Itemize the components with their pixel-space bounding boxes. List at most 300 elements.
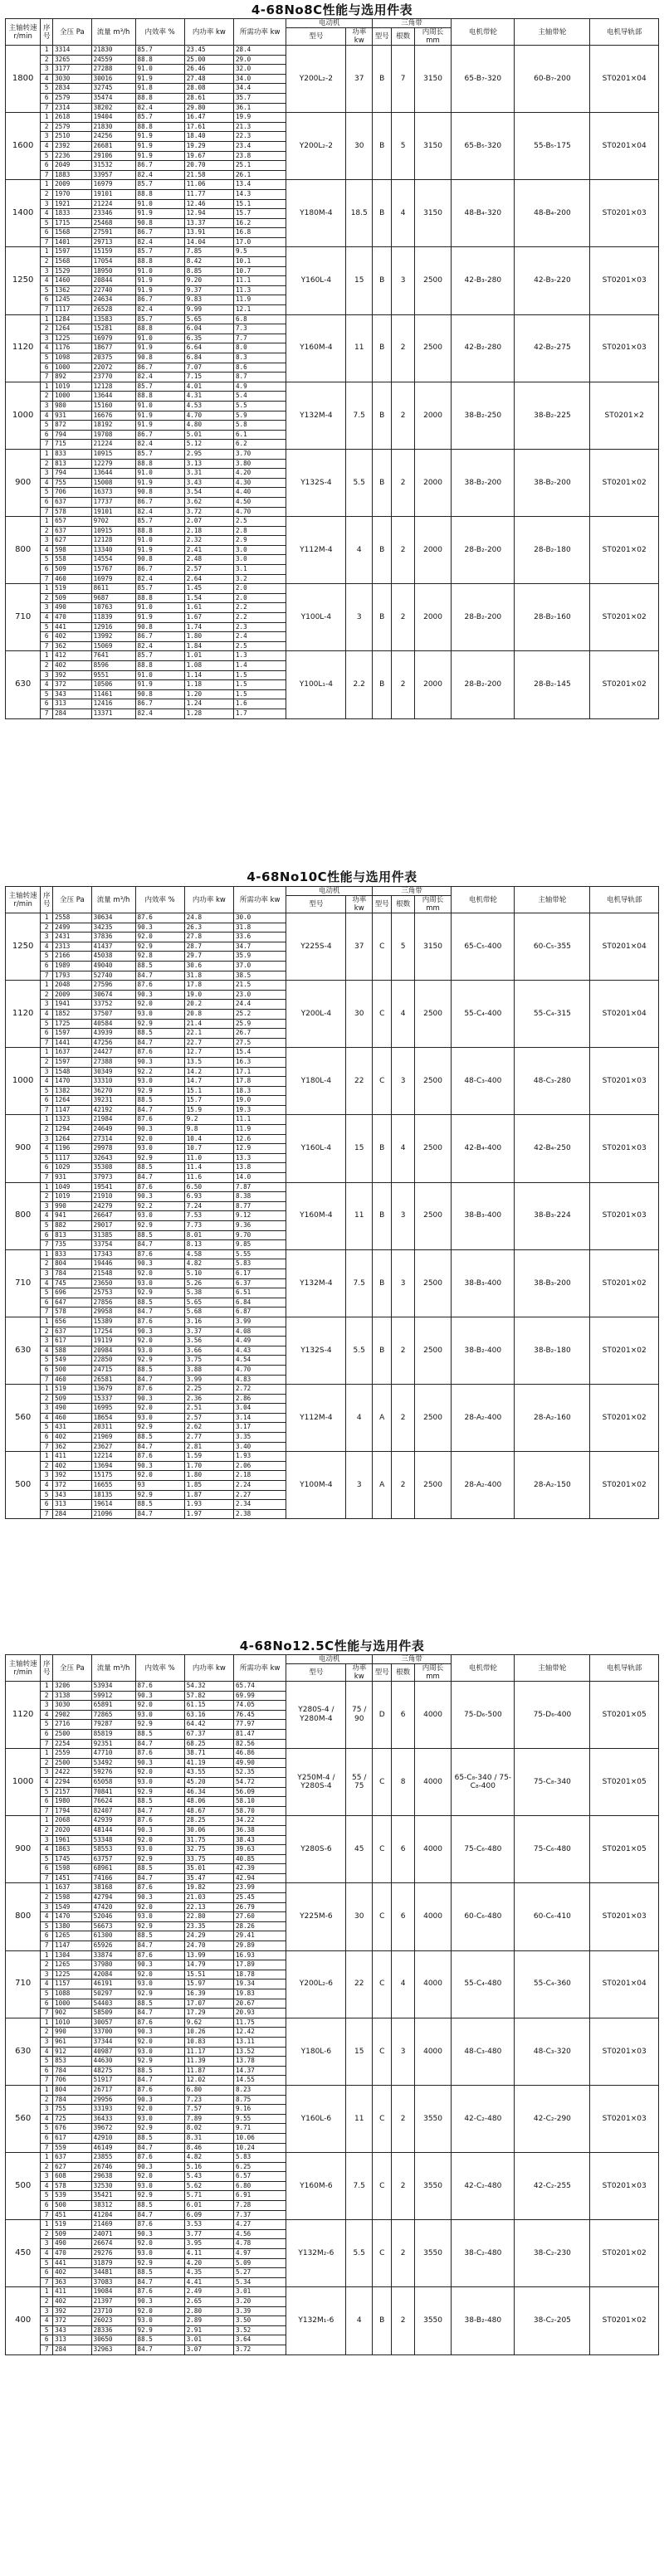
motor-power-cell: 4 <box>346 1385 373 1452</box>
pressure-cell: 608 <box>53 2172 92 2182</box>
seq-cell: 6 <box>41 1864 53 1874</box>
pressure-cell: 431 <box>53 1423 92 1433</box>
flow-cell: 15337 <box>91 1394 135 1404</box>
flow-cell: 33754 <box>91 1240 135 1250</box>
seq-cell: 7 <box>41 1240 53 1250</box>
efficiency-cell: 90.3 <box>135 1893 184 1903</box>
efficiency-cell: 88.5 <box>135 1999 184 2009</box>
efficiency-cell: 91.9 <box>135 141 184 151</box>
pressure-cell: 1225 <box>53 334 92 343</box>
seq-cell: 4 <box>41 276 53 286</box>
efficiency-cell: 93.0 <box>135 2114 184 2124</box>
pressure-cell: 1961 <box>53 1835 92 1845</box>
pressure-cell: 755 <box>53 2105 92 2115</box>
fan-pulley-cell: 60-C₅-355 <box>515 913 590 981</box>
seq-cell: 7 <box>41 1442 53 1452</box>
efficiency-cell: 85.7 <box>135 382 184 392</box>
seq-cell: 4 <box>41 1481 53 1491</box>
internal-power-cell: 29.80 <box>184 103 233 113</box>
speed-cell: 1250 <box>6 247 41 314</box>
seq-cell: 1 <box>41 1950 53 1960</box>
pressure-cell: 1989 <box>53 961 92 971</box>
efficiency-cell: 87.6 <box>135 1950 184 1960</box>
pressure-cell: 392 <box>53 1471 92 1481</box>
motor-power-cell: 45 <box>346 1816 373 1883</box>
efficiency-cell: 92.0 <box>135 2306 184 2316</box>
flow-cell: 29958 <box>91 1307 135 1317</box>
fan-pulley-cell: 38-C₂-230 <box>515 2220 590 2287</box>
belt-type-cell: B <box>373 247 392 314</box>
efficiency-cell: 86.7 <box>135 430 184 440</box>
required-power-cell: 15.7 <box>233 209 286 219</box>
seq-cell: 5 <box>41 1423 53 1433</box>
pressure-cell: 1470 <box>53 1912 92 1922</box>
internal-power-cell: 11.4 <box>184 1163 233 1173</box>
efficiency-cell: 84.7 <box>135 971 184 981</box>
seq-cell: 4 <box>41 613 53 623</box>
internal-power-cell: 32.75 <box>184 1845 233 1855</box>
seq-cell: 4 <box>41 1278 53 1288</box>
required-power-cell: 23.8 <box>233 151 286 161</box>
seq-cell: 1 <box>41 651 53 661</box>
seq-cell: 3 <box>41 334 53 343</box>
required-power-cell: 40.85 <box>233 1854 286 1864</box>
header-ipow: 内功率 kw <box>184 1655 233 1682</box>
internal-power-cell: 9.99 <box>184 305 233 315</box>
flow-cell: 24279 <box>91 1201 135 1211</box>
performance-table <box>5 886 659 1519</box>
pressure-cell: 1265 <box>53 1960 92 1970</box>
flow-cell: 92351 <box>91 1739 135 1749</box>
seq-cell: 6 <box>41 1298 53 1307</box>
required-power-cell: 2.4 <box>233 632 286 642</box>
header-motor-model: 型号 <box>286 1664 346 1682</box>
seq-cell: 7 <box>41 1509 53 1519</box>
table-title: 4-68No12.5C性能与选用件表 <box>239 1639 425 1653</box>
flow-cell: 44630 <box>91 2057 135 2067</box>
belt-count-cell: 2 <box>392 382 415 449</box>
pressure-cell: 3138 <box>53 1691 92 1701</box>
required-power-cell: 28.26 <box>233 1921 286 1931</box>
belt-length-cell: 2500 <box>414 1115 451 1182</box>
internal-power-cell: 2.49 <box>184 2287 233 2297</box>
belt-type-cell: B <box>373 517 392 584</box>
motor-pulley-cell: 55-C₄-400 <box>452 981 515 1048</box>
required-power-cell: 2.24 <box>233 1481 286 1491</box>
internal-power-cell: 6.09 <box>184 2210 233 2220</box>
efficiency-cell: 91.8 <box>135 84 184 94</box>
seq-cell: 5 <box>41 2057 53 2067</box>
pressure-cell: 3206 <box>53 1682 92 1692</box>
motor-power-cell: 15 <box>346 2018 373 2085</box>
belt-length-cell: 3550 <box>414 2287 451 2354</box>
required-power-cell: 58.70 <box>233 1806 286 1816</box>
belt-length-cell: 2500 <box>414 314 451 382</box>
efficiency-cell: 84.7 <box>135 1509 184 1519</box>
motor-power-cell: 15 <box>346 1115 373 1182</box>
flow-cell: 21548 <box>91 1269 135 1278</box>
header-row <box>6 887 659 896</box>
efficiency-cell: 82.4 <box>135 170 184 180</box>
flow-cell: 35308 <box>91 1163 135 1173</box>
fan-pulley-cell: 42-B₂-275 <box>515 314 590 382</box>
internal-power-cell: 1.24 <box>184 699 233 709</box>
internal-power-cell: 8.46 <box>184 2143 233 2153</box>
internal-power-cell: 3.77 <box>184 2229 233 2239</box>
internal-power-cell: 2.18 <box>184 526 233 536</box>
table-row <box>6 2085 659 2095</box>
belt-count-cell: 2 <box>392 2153 415 2220</box>
flow-cell: 24634 <box>91 295 135 305</box>
header-belt: 三角带 <box>373 887 452 896</box>
flow-cell: 23855 <box>91 2153 135 2163</box>
efficiency-cell: 90.3 <box>135 1192 184 1202</box>
rail-cell: ST0201×02 <box>590 2220 659 2287</box>
internal-power-cell: 2.95 <box>184 449 233 459</box>
table-row <box>6 2287 659 2297</box>
header-row <box>6 1655 659 1664</box>
efficiency-cell: 90.3 <box>135 1394 184 1404</box>
table-row <box>6 2153 659 2163</box>
pressure-cell: 2422 <box>53 1768 92 1778</box>
seq-cell: 2 <box>41 2229 53 2239</box>
efficiency-cell: 88.5 <box>135 2133 184 2143</box>
pressure-cell: 647 <box>53 1298 92 1307</box>
pressure-cell: 2510 <box>53 132 92 142</box>
internal-power-cell: 48.67 <box>184 1806 233 1816</box>
header-flow: 流量 m³/h <box>91 19 135 46</box>
belt-count-cell: 2 <box>392 1317 415 1384</box>
belt-length-cell: 4000 <box>414 1883 451 1950</box>
efficiency-cell: 84.7 <box>135 1873 184 1883</box>
internal-power-cell: 1.87 <box>184 1490 233 1500</box>
internal-power-cell: 1.93 <box>184 1500 233 1510</box>
internal-power-cell: 2.62 <box>184 1423 233 1433</box>
efficiency-cell: 88.5 <box>135 1163 184 1173</box>
efficiency-cell: 91.9 <box>135 613 184 623</box>
table-row <box>6 981 659 991</box>
flow-cell: 29276 <box>91 2249 135 2259</box>
required-power-cell: 35.7 <box>233 93 286 103</box>
efficiency-cell: 90.3 <box>135 2229 184 2239</box>
required-power-cell: 3.17 <box>233 1423 286 1433</box>
seq-cell: 2 <box>41 990 53 1000</box>
required-power-cell: 6.51 <box>233 1288 286 1298</box>
efficiency-cell: 86.7 <box>135 565 184 575</box>
header-fan-pulley: 主轴带轮 <box>515 19 590 46</box>
internal-power-cell: 8.85 <box>184 266 233 276</box>
speed-cell: 630 <box>6 1317 41 1384</box>
pressure-cell: 1568 <box>53 228 92 238</box>
pressure-cell: 813 <box>53 1230 92 1240</box>
speed-cell: 630 <box>6 651 41 718</box>
seq-cell: 2 <box>41 122 53 132</box>
pressure-cell: 343 <box>53 2325 92 2335</box>
required-power-cell: 2.0 <box>233 593 286 603</box>
pressure-cell: 2618 <box>53 113 92 123</box>
table-row <box>6 913 659 923</box>
belt-type-cell: B <box>373 1249 392 1317</box>
flow-cell: 50297 <box>91 1989 135 1999</box>
internal-power-cell: 6.80 <box>184 2085 233 2095</box>
belt-type-cell: B <box>373 584 392 651</box>
pressure-cell: 745 <box>53 1278 92 1288</box>
required-power-cell: 3.0 <box>233 545 286 555</box>
efficiency-cell: 85.7 <box>135 449 184 459</box>
seq-cell: 5 <box>41 1854 53 1864</box>
speed-cell: 1120 <box>6 981 41 1048</box>
seq-cell: 6 <box>41 1365 53 1375</box>
internal-power-cell: 9.37 <box>184 285 233 295</box>
pressure-cell: 509 <box>53 593 92 603</box>
flow-cell: 24649 <box>91 1125 135 1135</box>
internal-power-cell: 2.77 <box>184 1433 233 1443</box>
efficiency-cell: 91.9 <box>135 132 184 142</box>
required-power-cell: 2.38 <box>233 1509 286 1519</box>
flow-cell: 18950 <box>91 266 135 276</box>
fan-table-no8c <box>5 2 659 719</box>
efficiency-cell: 93.0 <box>135 2249 184 2259</box>
flow-cell: 12128 <box>91 536 135 546</box>
efficiency-cell: 85.7 <box>135 113 184 123</box>
required-power-cell: 9.71 <box>233 2124 286 2134</box>
seq-cell: 6 <box>41 1999 53 2009</box>
seq-cell: 4 <box>41 1211 53 1221</box>
belt-count-cell: 3 <box>392 1182 415 1249</box>
speed-cell: 800 <box>6 1883 41 1950</box>
internal-power-cell: 64.42 <box>184 1720 233 1730</box>
header-belt: 三角带 <box>373 1655 452 1664</box>
seq-cell: 3 <box>41 2306 53 2316</box>
pressure-cell: 1294 <box>53 1125 92 1135</box>
motor-pulley-cell: 48-B₄-320 <box>452 180 515 247</box>
efficiency-cell: 88.5 <box>135 2201 184 2211</box>
seq-cell: 4 <box>41 141 53 151</box>
flow-cell: 46191 <box>91 1979 135 1989</box>
efficiency-cell: 87.6 <box>135 2153 184 2163</box>
flow-cell: 31879 <box>91 2258 135 2268</box>
efficiency-cell: 90.3 <box>135 1691 184 1701</box>
efficiency-cell: 91.9 <box>135 343 184 353</box>
belt-type-cell: B <box>373 314 392 382</box>
pressure-cell: 362 <box>53 1442 92 1452</box>
motor-model-cell: Y100L₁-4 <box>286 651 346 718</box>
seq-cell: 1 <box>41 1317 53 1327</box>
efficiency-cell: 88.8 <box>135 257 184 267</box>
required-power-cell: 38.43 <box>233 1835 286 1845</box>
seq-cell: 6 <box>41 497 53 507</box>
efficiency-cell: 84.7 <box>135 1173 184 1183</box>
required-power-cell: 54.72 <box>233 1777 286 1787</box>
flow-cell: 46149 <box>91 2143 135 2153</box>
required-power-cell: 9.55 <box>233 2114 286 2124</box>
efficiency-cell: 82.4 <box>135 440 184 450</box>
required-power-cell: 20.93 <box>233 2009 286 2018</box>
pressure-cell: 2716 <box>53 1720 92 1730</box>
header-belt-len: 内周长 mm <box>414 28 451 46</box>
seq-cell: 5 <box>41 2258 53 2268</box>
efficiency-cell: 93.0 <box>135 1211 184 1221</box>
flow-cell: 31532 <box>91 161 135 171</box>
motor-model-cell: Y180L-4 <box>286 1048 346 1115</box>
table-row <box>6 113 659 123</box>
pressure-cell: 990 <box>53 2028 92 2038</box>
pressure-cell: 1323 <box>53 1115 92 1125</box>
header-npow: 所需功率 kw <box>233 887 286 913</box>
required-power-cell: 10.24 <box>233 2143 286 2153</box>
internal-power-cell: 15.51 <box>184 1970 233 1979</box>
seq-cell: 3 <box>41 401 53 411</box>
table-header <box>6 887 659 913</box>
pressure-cell: 1549 <box>53 1902 92 1912</box>
efficiency-cell: 92.0 <box>135 1404 184 1414</box>
flow-cell: 21910 <box>91 1192 135 1202</box>
pressure-cell: 2009 <box>53 180 92 190</box>
pressure-cell: 3177 <box>53 65 92 75</box>
efficiency-cell: 88.5 <box>135 1500 184 1510</box>
required-power-cell: 5.09 <box>233 2258 286 2268</box>
flow-cell: 24427 <box>91 1048 135 1058</box>
efficiency-cell: 87.6 <box>135 1317 184 1327</box>
flow-cell: 28336 <box>91 2325 135 2335</box>
internal-power-cell: 28.61 <box>184 93 233 103</box>
internal-power-cell: 5.68 <box>184 1307 233 1317</box>
rail-cell: ST0201×04 <box>590 113 659 180</box>
seq-cell: 6 <box>41 2335 53 2345</box>
internal-power-cell: 2.48 <box>184 555 233 565</box>
required-power-cell: 6.87 <box>233 1307 286 1317</box>
belt-length-cell: 2500 <box>414 1048 451 1115</box>
required-power-cell: 8.7 <box>233 373 286 382</box>
required-power-cell: 5.55 <box>233 1249 286 1259</box>
required-power-cell: 19.0 <box>233 1096 286 1106</box>
flow-cell: 23346 <box>91 209 135 219</box>
required-power-cell: 56.09 <box>233 1787 286 1797</box>
seq-cell: 2 <box>41 593 53 603</box>
flow-cell: 33874 <box>91 1950 135 1960</box>
motor-pulley-cell: 38-B₃-400 <box>452 1249 515 1317</box>
flow-cell: 58553 <box>91 1845 135 1855</box>
internal-power-cell: 8.13 <box>184 1240 233 1250</box>
required-power-cell: 2.34 <box>233 1500 286 1510</box>
pressure-cell: 3030 <box>53 1701 92 1711</box>
belt-length-cell: 2000 <box>414 382 451 449</box>
pressure-cell: 2049 <box>53 161 92 171</box>
required-power-cell: 1.93 <box>233 1452 286 1462</box>
efficiency-cell: 90.3 <box>135 2162 184 2172</box>
seq-cell: 3 <box>41 266 53 276</box>
pressure-cell: 1548 <box>53 1067 92 1077</box>
flow-cell: 53934 <box>91 1682 135 1692</box>
header-motor-pulley: 电机带轮 <box>452 887 515 913</box>
speed-cell: 800 <box>6 1182 41 1249</box>
flow-cell: 76624 <box>91 1797 135 1807</box>
flow-cell: 65058 <box>91 1777 135 1787</box>
pressure-cell: 411 <box>53 1452 92 1462</box>
flow-cell: 47420 <box>91 1902 135 1912</box>
flow-cell: 53348 <box>91 1835 135 1845</box>
required-power-cell: 14.55 <box>233 2076 286 2086</box>
required-power-cell: 8.0 <box>233 343 286 353</box>
flow-cell: 12279 <box>91 459 135 469</box>
required-power-cell: 2.86 <box>233 1394 286 1404</box>
required-power-cell: 6.1 <box>233 430 286 440</box>
efficiency-cell: 90.3 <box>135 1960 184 1970</box>
required-power-cell: 6.37 <box>233 1278 286 1288</box>
efficiency-cell: 88.8 <box>135 593 184 603</box>
motor-power-cell: 75 / 90 <box>346 1682 373 1749</box>
header-eff: 内效率 % <box>135 887 184 913</box>
pressure-cell: 902 <box>53 2009 92 2018</box>
seq-cell: 3 <box>41 2172 53 2182</box>
required-power-cell: 11.75 <box>233 2018 286 2028</box>
belt-count-cell: 7 <box>392 46 415 113</box>
motor-model-cell: Y132S-4 <box>286 449 346 516</box>
seq-cell: 7 <box>41 971 53 981</box>
internal-power-cell: 17.8 <box>184 981 233 991</box>
efficiency-cell: 90.3 <box>135 1125 184 1135</box>
efficiency-cell: 92.0 <box>135 1000 184 1010</box>
internal-power-cell: 11.6 <box>184 1173 233 1183</box>
seq-cell: 7 <box>41 305 53 315</box>
motor-power-cell: 11 <box>346 1182 373 1249</box>
seq-cell: 7 <box>41 2210 53 2220</box>
required-power-cell: 36.1 <box>233 103 286 113</box>
efficiency-cell: 87.6 <box>135 2287 184 2297</box>
pressure-cell: 519 <box>53 2220 92 2230</box>
pressure-cell: 2500 <box>53 1758 92 1768</box>
seq-cell: 2 <box>41 1825 53 1835</box>
efficiency-cell: 84.7 <box>135 1038 184 1048</box>
fan-pulley-cell: 42-B₄-250 <box>515 1115 590 1182</box>
pressure-cell: 559 <box>53 2143 92 2153</box>
internal-power-cell: 1.80 <box>184 632 233 642</box>
required-power-cell: 11.1 <box>233 276 286 286</box>
efficiency-cell: 92.9 <box>135 1019 184 1029</box>
required-power-cell: 6.17 <box>233 1269 286 1278</box>
required-power-cell: 1.7 <box>233 709 286 718</box>
belt-count-cell: 4 <box>392 180 415 247</box>
pressure-cell: 402 <box>53 2297 92 2307</box>
table-title: 4-68No10C性能与选用件表 <box>247 869 417 884</box>
motor-model-cell: Y160L-4 <box>286 247 346 314</box>
belt-count-cell: 2 <box>392 651 415 718</box>
header-belt-type: 型号 <box>373 28 392 46</box>
flow-cell: 21096 <box>91 1509 135 1519</box>
speed-cell: 710 <box>6 1950 41 2018</box>
seq-cell: 3 <box>41 1835 53 1845</box>
seq-cell: 6 <box>41 1797 53 1807</box>
efficiency-cell: 82.4 <box>135 237 184 247</box>
pressure-cell: 284 <box>53 709 92 718</box>
internal-power-cell: 26.46 <box>184 65 233 75</box>
efficiency-cell: 88.8 <box>135 526 184 536</box>
belt-length-cell: 2000 <box>414 449 451 516</box>
seq-cell: 3 <box>41 65 53 75</box>
flow-cell: 17737 <box>91 497 135 507</box>
motor-model-cell: Y200L₂-2 <box>286 46 346 113</box>
fan-table-no10c <box>5 868 659 1519</box>
seq-cell: 3 <box>41 536 53 546</box>
fan-table-no12-5c <box>5 1638 659 2355</box>
seq-cell: 5 <box>41 353 53 363</box>
fan-pulley-cell: 28-A₂-150 <box>515 1452 590 1519</box>
motor-power-cell: 30 <box>346 113 373 180</box>
header-belt-count: 根数 <box>392 1664 415 1682</box>
required-power-cell: 8.38 <box>233 1192 286 1202</box>
motor-model-cell: Y200L₂-6 <box>286 1950 346 2018</box>
pressure-cell: 784 <box>53 2095 92 2105</box>
